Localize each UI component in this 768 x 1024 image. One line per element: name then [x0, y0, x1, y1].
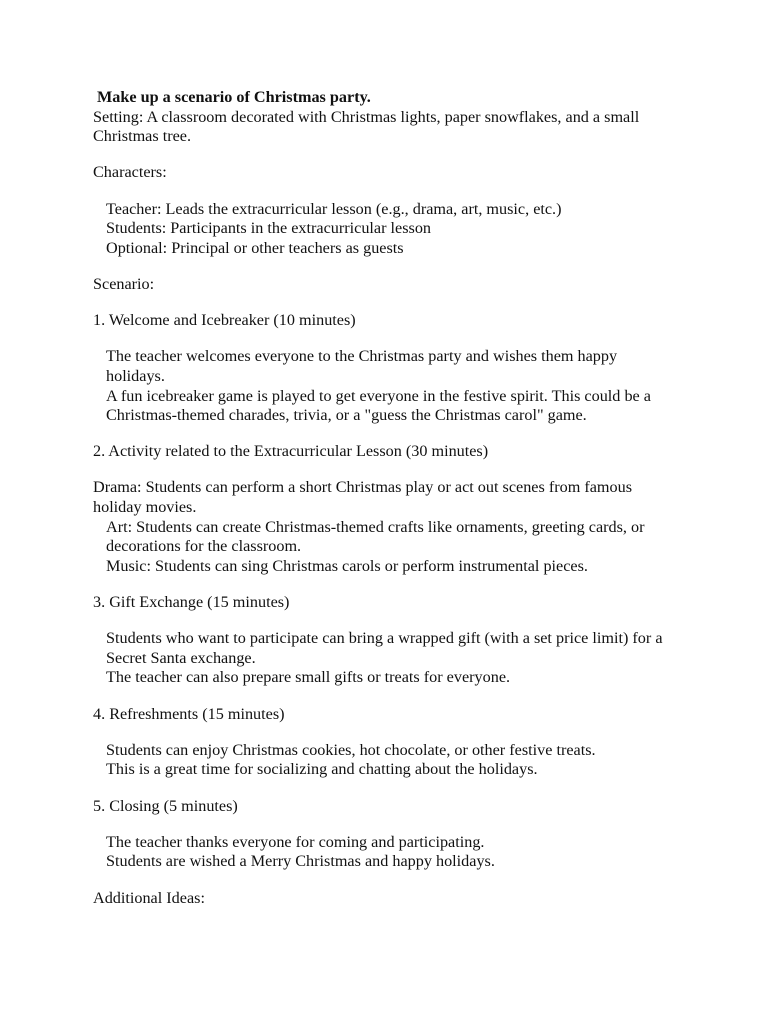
character-optional: Optional: Principal or other teachers as guests — [106, 238, 404, 257]
section-item: The teacher thanks everyone for coming and participating. — [106, 832, 485, 851]
character-teacher: Teacher: Leads the extracurricular lesson (e.g., drama, art, music, etc.) — [106, 199, 562, 218]
section-item: Music: Students can sing Christmas carols or perform instrumental pieces. — [106, 556, 588, 575]
document-body — [93, 88, 673, 908]
section-heading: 5. Closing (5 minutes) — [93, 796, 238, 815]
scenario-heading: Scenario: — [93, 274, 155, 293]
section-item: Drama: Students can perform a short Christmas play or act out scenes from famous holiday movies. — [93, 478, 637, 517]
section-item: This is a great time for socializing and chatting about the holidays. — [106, 760, 538, 779]
section-heading: 3. Gift Exchange (15 minutes) — [93, 593, 290, 612]
section-heading: 4. Refreshments (15 minutes) — [93, 704, 285, 723]
section-heading: 1. Welcome and Icebreaker (10 minutes) — [93, 311, 356, 330]
characters-heading: Characters: — [93, 163, 167, 182]
section-heading: 2. Activity related to the Extracurricular Lesson (30 minutes) — [93, 442, 489, 461]
section-item: Art: Students can create Christmas-themed crafts like ornaments, greeting cards, or decorations for the classroom. — [106, 517, 649, 556]
document-title: Make up a scenario of Christmas party. — [97, 88, 371, 106]
section-item: Students who want to participate can bring a wrapped gift (with a set price limit) for a Secret Santa exchange. — [106, 629, 667, 667]
section-item: Students are wished a Merry Christmas and happy holidays. — [106, 852, 495, 871]
section-item: The teacher welcomes everyone to the Christmas party and wishes them happy holidays. — [106, 347, 622, 385]
section-item: Students can enjoy Christmas cookies, hot chocolate, or other festive treats. — [106, 740, 596, 759]
section-item: A fun icebreaker game is played to get everyone in the festive spirit. This could be a Christmas-themed charades, trivia, or a "guess the Christmas carol" game. — [106, 386, 655, 425]
section-item: The teacher can also prepare small gifts or treats for everyone. — [106, 668, 511, 687]
character-students: Students: Participants in the extracurricular lesson — [106, 219, 432, 238]
setting-paragraph: Setting: A classroom decorated with Christmas lights, paper snowflakes, and a small Christmas tree. — [93, 107, 644, 146]
additional-ideas-heading: Additional Ideas: — [93, 888, 205, 907]
